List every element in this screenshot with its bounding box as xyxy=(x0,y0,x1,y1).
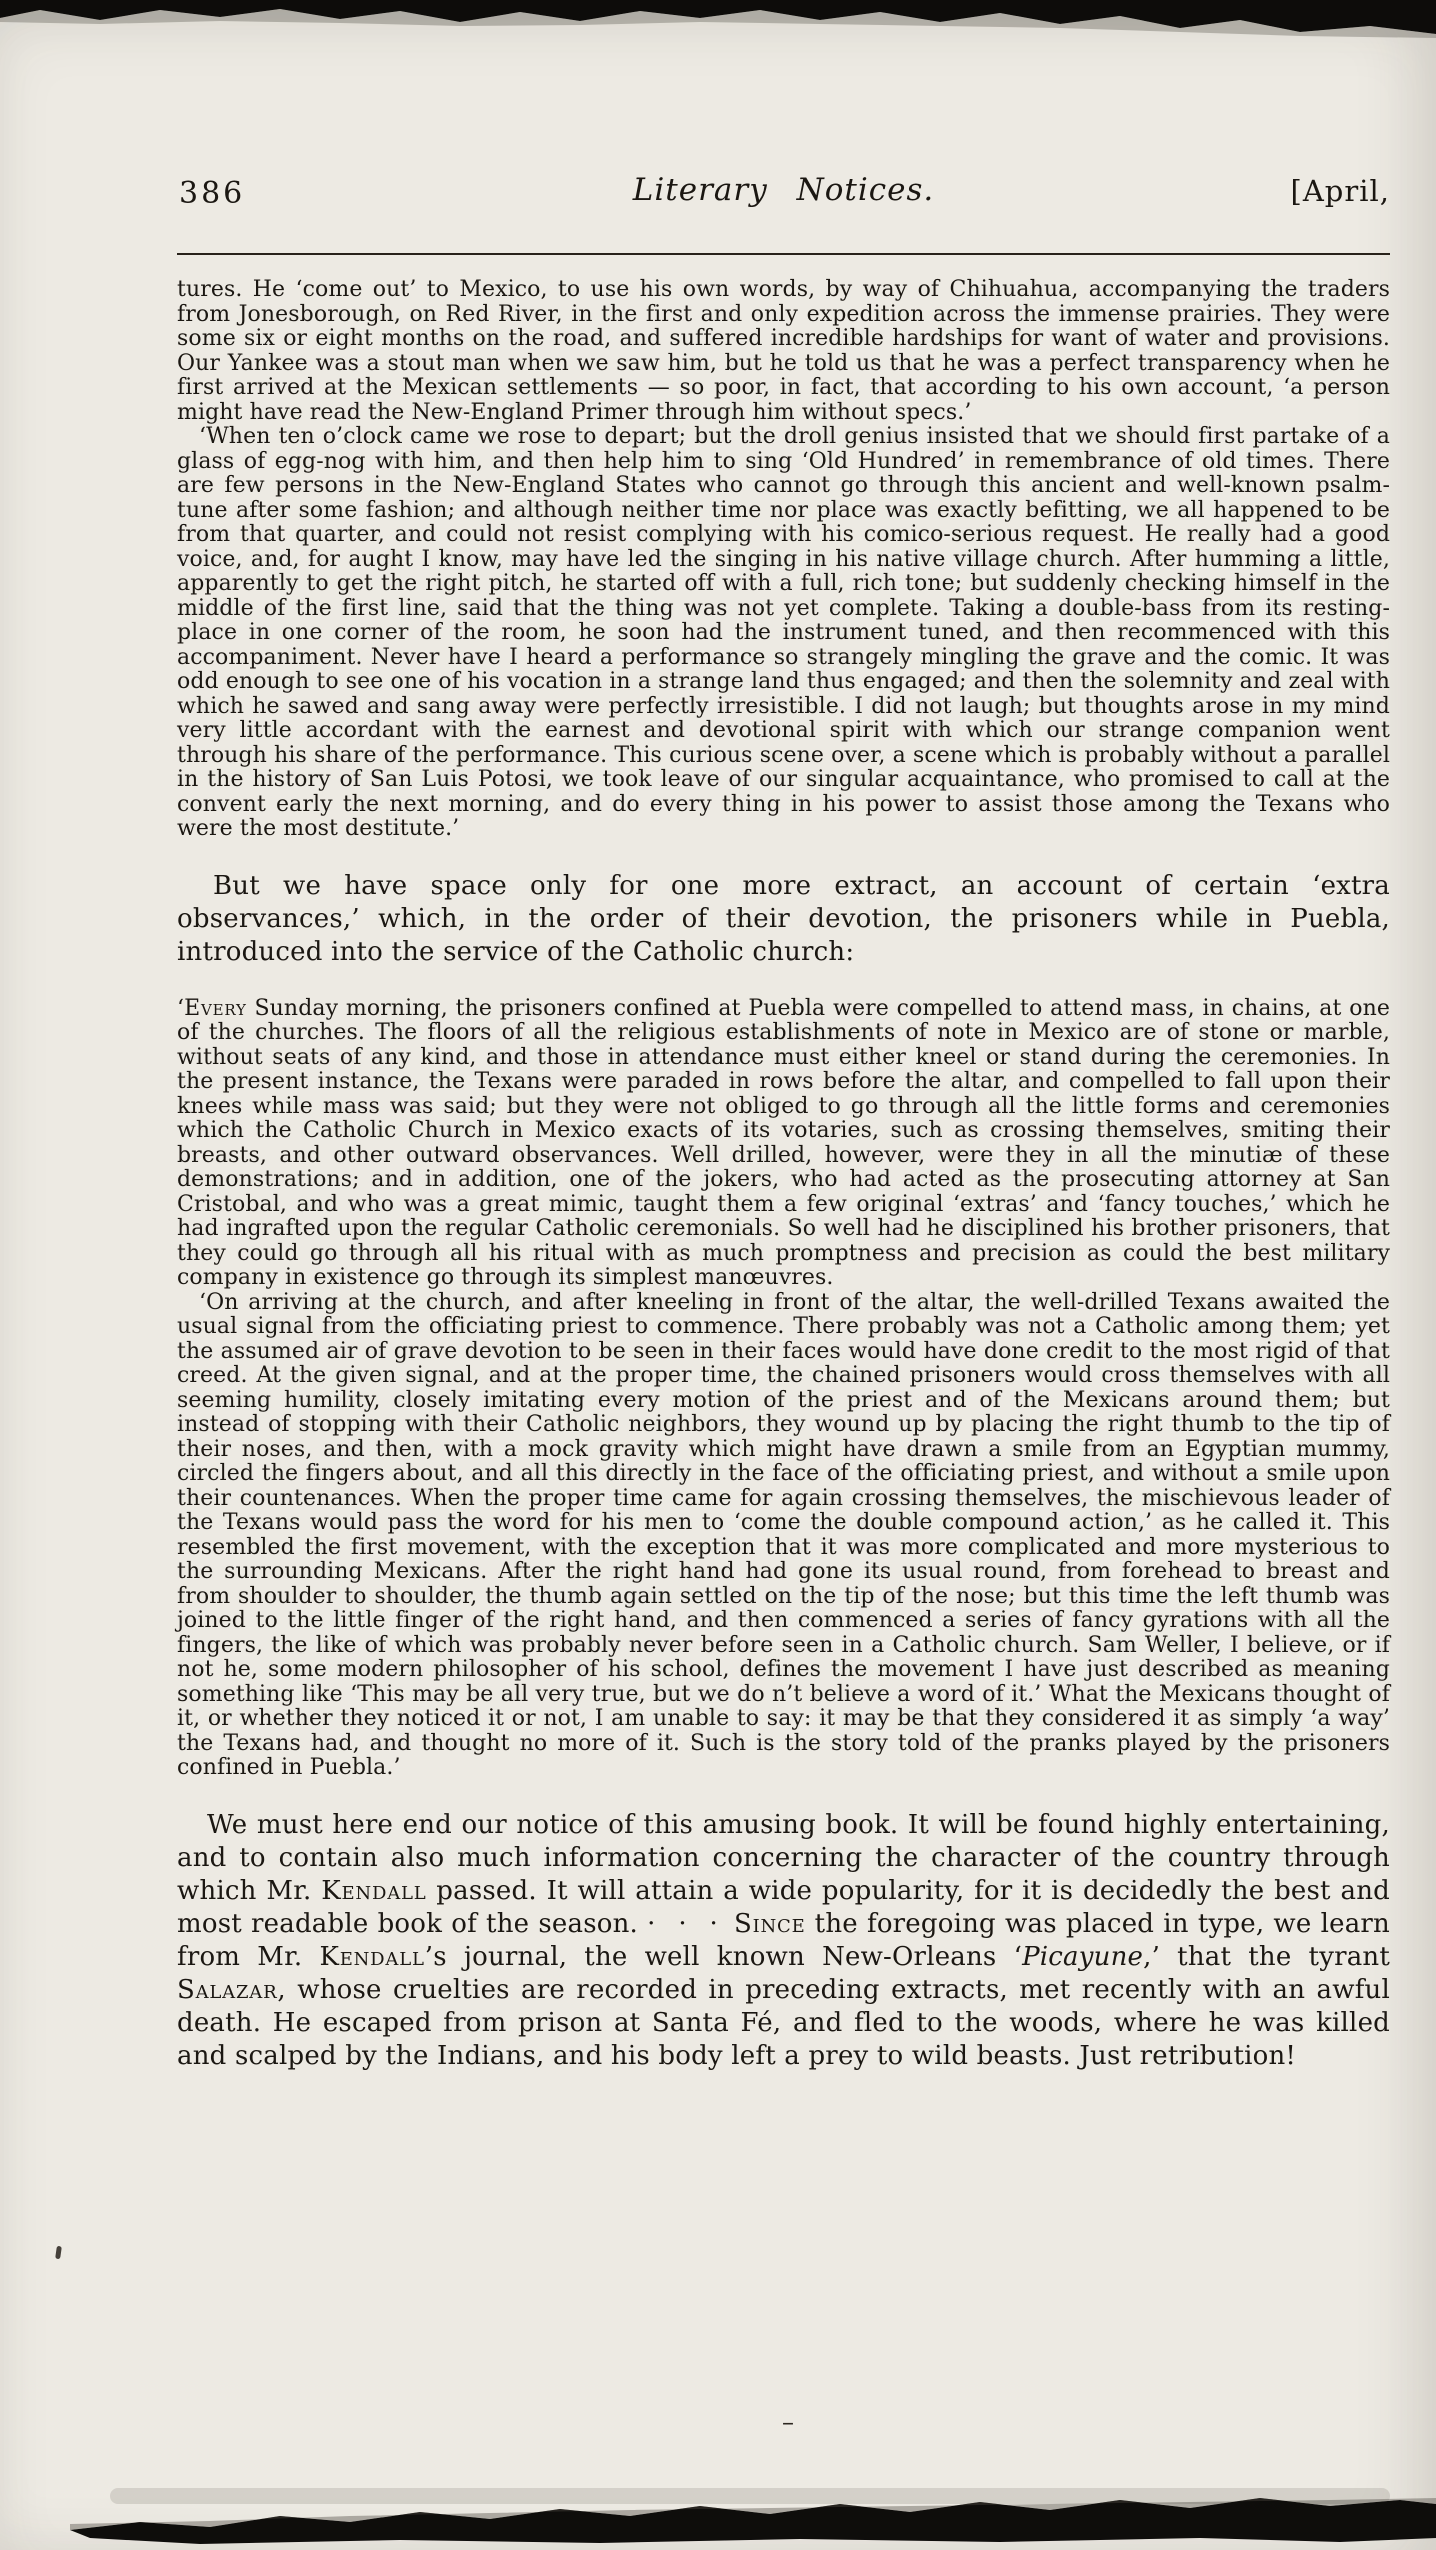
scan-artifact-dash: – xyxy=(782,2408,794,2436)
text-segment: But we have space only for one more extract, an account of certain ‘extra observances,’ which, in the order of their devotion, the prisoners while in Puebla, introduced into the service of the Catholic church: xyxy=(177,870,1390,967)
extract-block xyxy=(177,997,1390,1781)
text-segment: Kendall xyxy=(321,1875,427,1906)
text-segment: tures. He ‘come out’ to Mexico, to use his own words, by way of Chihuahua, accompanying the traders from Jonesborough, on Red River, in the first and only expedition across the immense prairies. They were some six or eight months on the road, and suffered incredible hardships for want of water and provisions. Our Yankee was a stout man when we saw him, but he told us that he was a perfect transparency when he first arrived at the Mexican settlements — so poor, in fact, that according to his own account, ‘a person might have read the New-England Primer through him without specs.’ xyxy=(177,277,1390,425)
text-segment: Every xyxy=(184,995,247,1021)
scan-speck xyxy=(55,2246,62,2260)
text-segment: ,’ that the tyrant xyxy=(1143,1941,1390,1972)
scan-torn-edge-top xyxy=(0,0,1436,44)
text-segment: Picayune xyxy=(1022,1941,1144,1972)
text-segment: passed. It will attain a wide popularity, for it is decidedly the best and most readable book of the season. xyxy=(177,1875,1390,1939)
paragraph xyxy=(177,1291,1390,1781)
text-segment: ’s journal, the well known New-Orleans ‘ xyxy=(424,1941,1023,1972)
text-segment: ‘When ten o’clock came we rose to depart; but the droll genius insisted that we should first partake of a glass of egg-nog with him, and then help him to sing ‘Old Hundred’ in remembrance of old times. There are few persons in the New-England States who cannot go through this ancient and well-known psalm-tune after some fashion; and although neither time nor place was exactly befitting, we all happened to be from that quarter, and could not resist complying with his comico-serious request. He really had a good voice, and, for aught I know, may have led the singing in his native village church. After humming a little, apparently to get the right pitch, he started off with a full, rich tone; but suddenly checking himself in the middle of the first line, said that the thing was not yet complete. Taking a double-bass from its resting-place in one corner of the room, he soon had the instrument tuned, and then recommenced with this accompaniment. Never have I heard a performance so strangely mingling the grave and the comic. It was odd enough to see one of his vocation in a strange land thus engaged; and then the solemnity and zeal with which he sawed and sang away were perfectly irresistible. I did not laugh; but thoughts arose in my mind very little accordant with the earnest and devotional spirit with which our strange companion went through his share of the performance. This curious scene over, a scene which is probably without a parallel in the history of San Luis Potosi, we took leave of our singular acquaintance, who promised to call at the convent early the next morning, and do every thing in his power to assist those among the Texans who were the most destitute.’ xyxy=(177,424,1390,841)
paragraph xyxy=(177,870,1390,969)
page-header xyxy=(177,170,1390,218)
paragraph xyxy=(177,997,1390,1291)
text-segment: the foregoing was placed in type, we learn from Mr. xyxy=(177,1908,1390,1972)
text-segment: Since xyxy=(733,1908,806,1939)
text-segment: · · · xyxy=(647,1908,725,1939)
text-segment xyxy=(725,1909,734,1939)
text-segment: Sunday morning, the prisoners confined at Puebla were compelled to attend mass, in chains, at one of the churches. The floors of all the religious establishments of note in Mexico are of stone or marble, without seats of any kind, and those in attendance must either kneel or stand during the ceremonies. In the present instance, the Texans were paraded in rows before the altar, and compelled to fall upon their knees while mass was said; but they were not obliged to go through all the little forms and ceremonies which the Catholic Church in Mexico exacts of its votaries, such as crossing themselves, smiting their breasts, and other outward observances. Well drilled, however, were they in all the minutiæ of these demonstrations; and in addition, one of the jokers, who had acted as the prosecuting attorney at San Cristobal, and who was a great mimic, taught them a few original ‘extras’ and ‘fancy touches,’ which he had ingrafted upon the regular Catholic ceremonials. So well had he disciplined his brother prisoners, that they could go through all his ritual with as much promptness and precision as could the best military company in existence go through its simplest manœuvres. xyxy=(177,995,1390,1290)
text-segment: ‘ xyxy=(177,995,185,1021)
text-segment: We must here end our notice of this amusing book. It will be found highly entertaining, and to contain also much information concerning the character of the country through which Mr. xyxy=(177,1809,1390,1906)
body-text-block xyxy=(177,1809,1390,2073)
page-content xyxy=(177,278,1390,2101)
body-text-block xyxy=(177,870,1390,969)
text-segment: , whose cruelties are recorded in preceding extracts, met recently with an awful death. He escaped from prison at Santa Fé, and fled to the woods, where he was killed and scalped by the Indians, and his body left a prey to wild beasts. Just retribution! xyxy=(177,1974,1390,2071)
text-segment: ‘On arriving at the church, and after kneeling in front of the altar, the well-drilled Texans awaited the usual signal from the officiating priest to commence. There probably was not a Catholic among them; yet the assumed air of grave devotion to be seen in their faces would have done credit to the most rigid of that creed. At the given signal, and at the proper time, the chained prisoners would cross themselves with all seeming humility, closely imitating every motion of the priest and of the Mexicans around them; but instead of stopping with their Catholic neighbors, they wound up by placing the right thumb to the tip of their noses, and then, with a mock gravity which might have drawn a smile from an Egyptian mummy, circled the fingers about, and all this directly in the face of the officiating priest, and without a smile upon their countenances. When the proper time came for again crossing themselves, the mischievous leader of the Texans would pass the word for his men to ‘come the double compound action,’ as he called it. This resembled the first movement, with the exception that it was more complicated and more mysterious to the surrounding Mexicans. After the right hand had gone its usual round, from forehead to breast and from shoulder to shoulder, the thumb again settled on the tip of the nose; but this time the left thumb was joined to the little finger of the right hand, and then commenced a series of fancy gyrations with all the fingers, the like of which was probably never before seen in a Catholic church. Sam Weller, I believe, or if not he, some modern philosopher of his school, defines the movement I have just described as meaning something like ‘This may be all very true, but we do n’t believe a word of it.’ What the Mexicans thought of it, or whether they noticed it or not, I am unable to say: it may be that they considered it as simply ‘a way’ the Texans had, and thought no more of it. Such is the story told of the pranks played by the prisoners confined in Puebla.’ xyxy=(177,1289,1390,1780)
paragraph xyxy=(177,425,1390,842)
issue-date: [April, xyxy=(1290,174,1390,208)
paragraph xyxy=(177,1809,1390,2073)
text-segment: Kendall xyxy=(319,1941,425,1972)
paragraph xyxy=(177,278,1390,425)
running-title: Literary Notices. xyxy=(632,172,935,208)
extract-block xyxy=(177,278,1390,842)
scan-torn-edge-bottom xyxy=(0,2472,1436,2550)
page-number: 386 xyxy=(179,176,246,211)
text-segment: Salazar xyxy=(177,1974,278,2005)
header-rule xyxy=(177,253,1390,255)
